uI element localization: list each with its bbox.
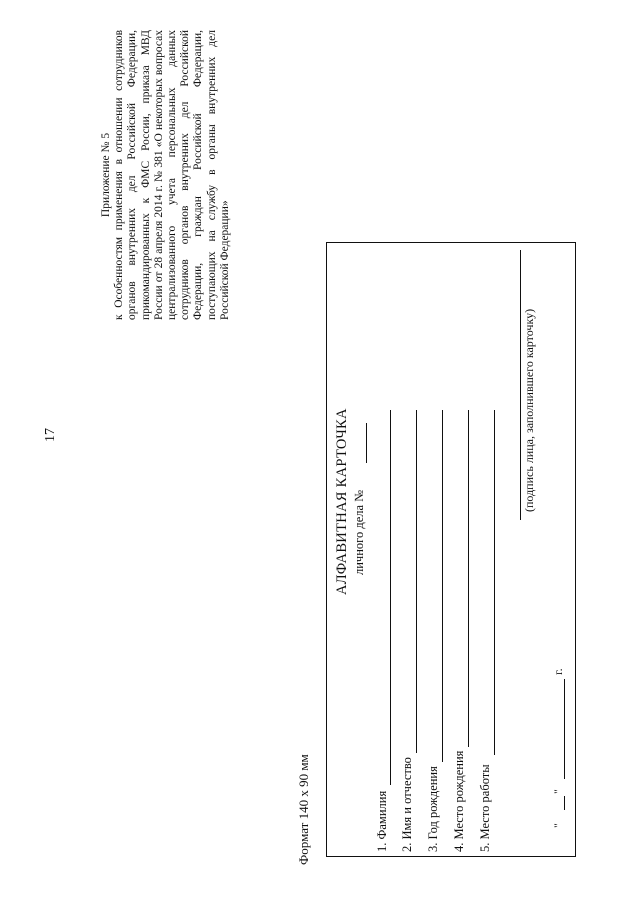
card-subtitle: личного дела №: [352, 489, 366, 575]
appendix-title: Приложение № 5: [100, 132, 112, 218]
field-line-surname: [390, 410, 391, 785]
signature-caption: (подпись лица, заполнившего карточку): [522, 308, 536, 512]
card-title: АЛФАВИТНАЯ КАРТОЧКА: [334, 408, 350, 595]
field-label-name: 2. Имя и отчество: [400, 757, 414, 852]
field-line-workplace: [494, 410, 495, 755]
field-label-workplace: 5. Место работы: [478, 764, 492, 852]
date-month-blank: [564, 679, 565, 779]
appendix-body: к Особенностям применения в отношении сотрудников органов внутренних дел Российской Федерации, прикомандированных к ФМС России, приказа МВД России от 28 апреля 2014 г. № 381 «О некоторых вопросах централизованного учета персональных данных сотрудников органов внутренних дел Российской Федерации, граждан Российской Федерации, поступающих на службу в органы внутренних дел Российской Федерации»: [113, 30, 231, 320]
field-label-birth-year: 3. Год рождения: [426, 766, 440, 852]
date-open-quote: ": [551, 823, 565, 828]
field-label-surname: 1. Фамилия: [375, 790, 389, 852]
format-label: Формат 140 х 90 мм: [296, 754, 311, 865]
date-close-quote: ": [551, 789, 565, 794]
page-number: 17: [43, 428, 58, 442]
field-label-birth-place: 4. Место рождения: [452, 750, 466, 852]
field-line-birth-year: [442, 410, 443, 762]
date-day-blank: [564, 796, 565, 810]
field-line-birth-place: [468, 410, 469, 747]
signature-line: [520, 250, 521, 520]
date-year-suffix: г.: [551, 668, 565, 675]
field-line-name: [416, 410, 417, 753]
case-number-line: [366, 423, 367, 463]
appendix-block: [100, 30, 232, 320]
